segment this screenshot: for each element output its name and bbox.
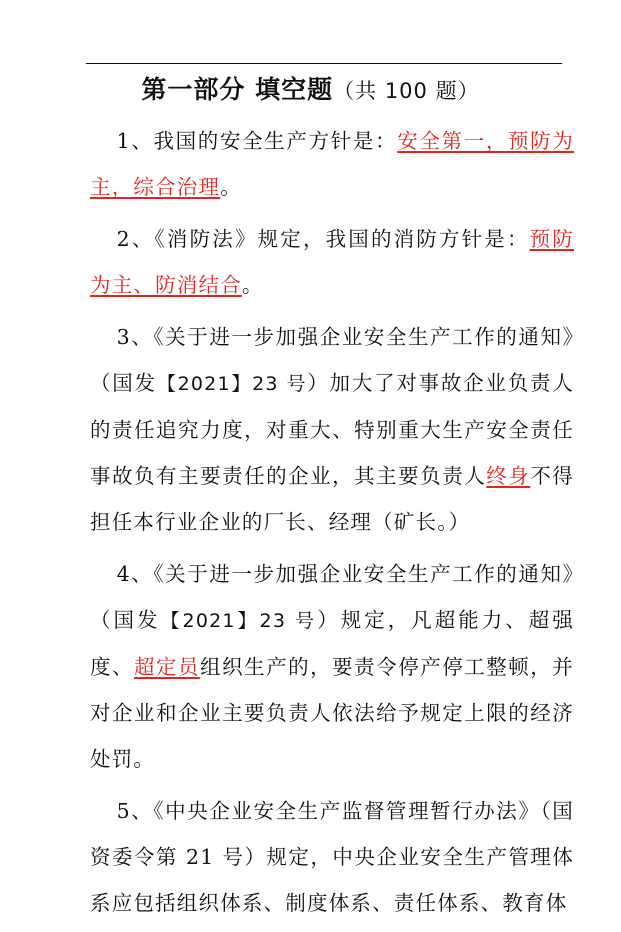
question-text: 组织生产的，要责令停产停工整顿，并对企业和企业主要负责人依法给予规定上限的经济处罚。 [90, 655, 574, 771]
question-2 [90, 216, 574, 308]
question-3 [90, 314, 574, 545]
answer-text: 终身 [486, 464, 531, 488]
question-text: 1、我国的安全生产方针是： [116, 129, 398, 153]
page-title [0, 70, 621, 106]
question-1 [90, 118, 574, 210]
question-text: 不得担任本行业企业的厂长、经理（矿长。） [90, 464, 574, 534]
header-rule [86, 63, 562, 64]
question-text: 。 [220, 175, 242, 199]
question-text: 3、《关于进一步加强企业安全生产工作的通知》（国发 [90, 325, 574, 395]
answer-text: 预防为主、防消结合 [90, 227, 574, 297]
question-text: 。 [241, 273, 264, 297]
question-text: 2、《消防法》规定，我国的消防方针是： [116, 227, 530, 251]
document-number: 【2021】23 号 [160, 610, 318, 632]
question-5 [90, 788, 574, 926]
document-number: 【2021】23 号 [156, 373, 308, 395]
section-title: 第一部分 填空题 [141, 75, 334, 104]
question-text: 4、《关于进一步加强企业安全生产工作的通知》（国发 [90, 562, 574, 632]
question-4 [90, 551, 574, 782]
question-text: ）规定，凡超能力、超强度、 [90, 608, 575, 679]
question-count: （共 100 题） [333, 79, 480, 103]
answer-text: 超定员 [134, 655, 201, 679]
answer-text: 安全第一，预防为主，综合治理 [90, 129, 574, 199]
question-list [90, 118, 574, 932]
question-text: 5、《中央企业安全生产监督管理暂行办法》（国资委令第 21 号）规定，中央企业安全生产管理体系应包括组织体系、制度体系、责任体系、教育体 [90, 799, 574, 915]
question-text: ）加大了对事故企业负责人的责任追究力度，对重大、特别重大生产安全责任事故负有主要责任的企业，其主要负责人 [90, 371, 574, 488]
